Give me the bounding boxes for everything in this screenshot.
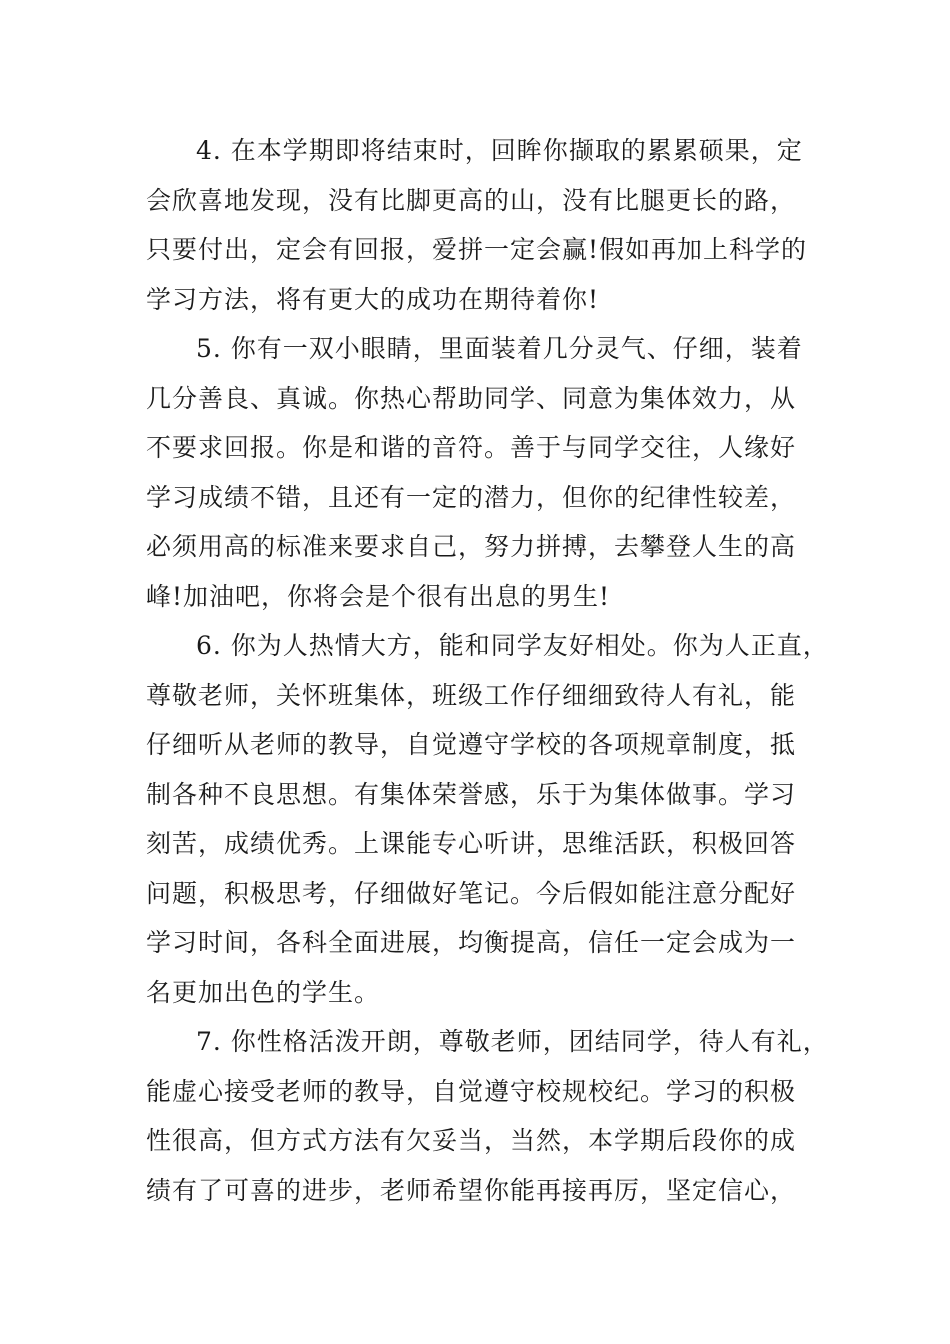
- paragraph-line: 性很高，但方式方法有欠妥当，当然，本学期后段你的成: [146, 1126, 797, 1155]
- paragraph-line: 不要求回报。你是和谐的音符。善于与同学交往，人缘好: [146, 433, 797, 462]
- paragraph-7: [146, 1017, 829, 1215]
- paragraph-6: [146, 621, 829, 1017]
- paragraph-4: [146, 126, 826, 324]
- paragraph-line: 名更加出色的学生。: [146, 977, 381, 1007]
- paragraph-5: [146, 324, 826, 621]
- paragraph-line: 会欣喜地发现，没有比脚更高的山，没有比腿更长的路，: [146, 185, 797, 215]
- paragraph-line: 几分善良、真诚。你热心帮助同学、同意为集体效力，从: [146, 383, 797, 413]
- paragraph-line: 6. 你为人热情大方，能和同学友好相处。你为人正直，: [196, 631, 829, 660]
- paragraph-line: 学习时间，各科全面进展，均衡提高，信任一定会成为一: [146, 928, 797, 957]
- paragraph-line: 学习成绩不错，且还有一定的潜力，但你的纪律性较差，: [146, 482, 797, 512]
- paragraph-line: 学习方法，将有更大的成功在期待着你!: [146, 284, 600, 314]
- paragraph-line: 问题，积极思考，仔细做好笔记。今后假如能注意分配好: [146, 878, 797, 908]
- paragraph-line: 只要付出，定会有回报，爱拼一定会赢!假如再加上科学的: [146, 235, 808, 264]
- paragraph-line: 峰!加油吧，你将会是个很有出息的男生!: [146, 581, 611, 611]
- paragraph-line: 刻苦，成绩优秀。上课能专心听讲，思维活跃，积极回答: [146, 829, 797, 858]
- document-body: [146, 126, 829, 1215]
- paragraph-line: 仔细听从老师的教导，自觉遵守学校的各项规章制度，抵: [146, 730, 797, 759]
- paragraph-line: 7. 你性格活泼开朗，尊敬老师，团结同学，待人有礼，: [196, 1027, 829, 1056]
- paragraph-line: 必须用高的标准来要求自己，努力拼搏，去攀登人生的高: [146, 532, 797, 561]
- paragraph-line: 5. 你有一双小眼睛，里面装着几分灵气、仔细，装着: [196, 334, 803, 363]
- paragraph-line: 绩有了可喜的进步，老师希望你能再接再厉，坚定信心，: [146, 1175, 797, 1205]
- paragraph-line: 能虚心接受老师的教导，自觉遵守校规校纪。学习的积极: [146, 1076, 797, 1106]
- paragraph-line: 制各种不良思想。有集体荣誉感，乐于为集体做事。学习: [146, 779, 797, 809]
- paragraph-line: 4. 在本学期即将结束时，回眸你撷取的累累硕果，定: [196, 136, 803, 165]
- paragraph-line: 尊敬老师，关怀班集体，班级工作仔细细致待人有礼，能: [146, 680, 797, 710]
